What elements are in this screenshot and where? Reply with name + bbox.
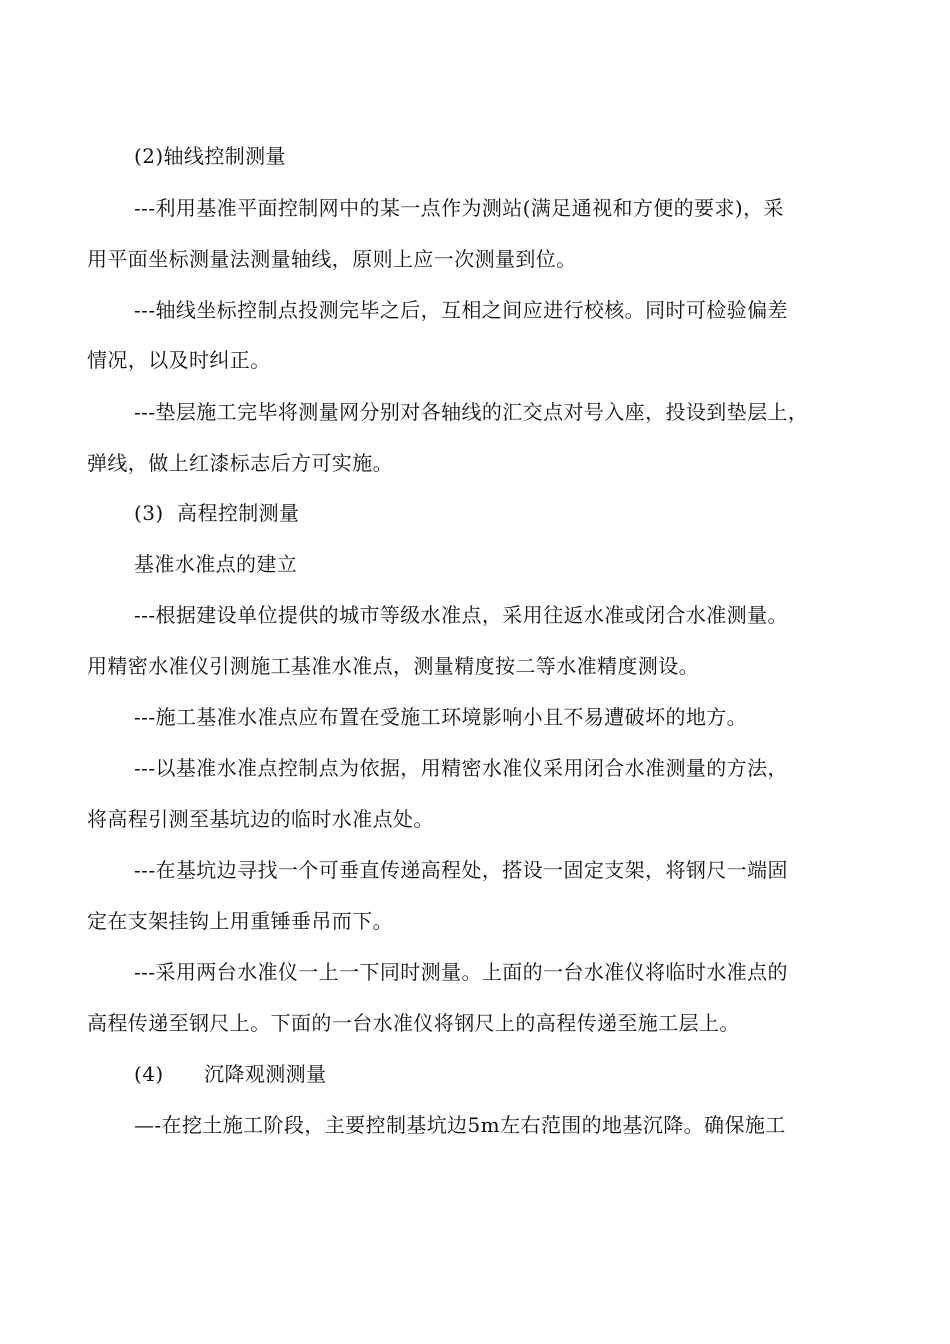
paragraph-line: 弹线，做上红漆标志后方可实施。 (87, 451, 393, 475)
section-heading-elevation-control: (3) 高程控制测量 (134, 501, 300, 525)
paragraph-line: 高程传递至钢尺上。下面的一台水准仪将钢尺上的高程传递至施工层上。 (87, 1011, 740, 1035)
paragraph-line: 用精密水准仪引测施工基准水准点，测量精度按二等水准精度测设。 (87, 654, 699, 678)
paragraph-line: 定在支架挂钩上用重锤垂吊而下。 (87, 909, 393, 933)
subheading-benchmark-setup: 基准水准点的建立 (134, 552, 298, 576)
paragraph-line: 将高程引测至基坑边的临时水准点处。 (87, 807, 434, 831)
paragraph-line: ---利用基准平面控制网中的某一点作为测站(满足通视和方便的要求)，采 (134, 196, 784, 220)
paragraph-line: ---在基坑边寻找一个可垂直传递高程处，搭设一固定支架，将钢尺一端固 (134, 858, 788, 882)
paragraph-line: ---轴线坐标控制点投测完毕之后，互相之间应进行校核。同时可检验偏差 (134, 298, 788, 322)
paragraph-line: ---根据建设单位提供的城市等级水准点，采用往返水准或闭合水准测量。 (134, 603, 788, 627)
paragraph-line: ---施工基准水准点应布置在受施工环境影响小且不易遭破坏的地方。 (134, 705, 748, 729)
paragraph-line: 用平面坐标测量法测量轴线，原则上应一次测量到位。 (87, 247, 577, 271)
section-heading-settlement: (4) 沉降观测测量 (134, 1062, 327, 1086)
paragraph-line: —-在挖土施工阶段，主要控制基坑边5m左右范围的地基沉降。确保施工 (134, 1113, 786, 1137)
paragraph-line: ---垫层施工完毕将测量网分别对各轴线的汇交点对号入座，投设到垫层上， (134, 400, 809, 424)
paragraph-line: 情况，以及时纠正。 (87, 348, 271, 372)
paragraph-line: ---以基准水准点控制点为依据，用精密水准仪采用闭合水准测量的方法， (134, 756, 788, 780)
paragraph-line: ---采用两台水准仪一上一下同时测量。上面的一台水准仪将临时水准点的 (134, 960, 788, 984)
section-heading-axis-control: (2)轴线控制测量 (134, 144, 286, 168)
